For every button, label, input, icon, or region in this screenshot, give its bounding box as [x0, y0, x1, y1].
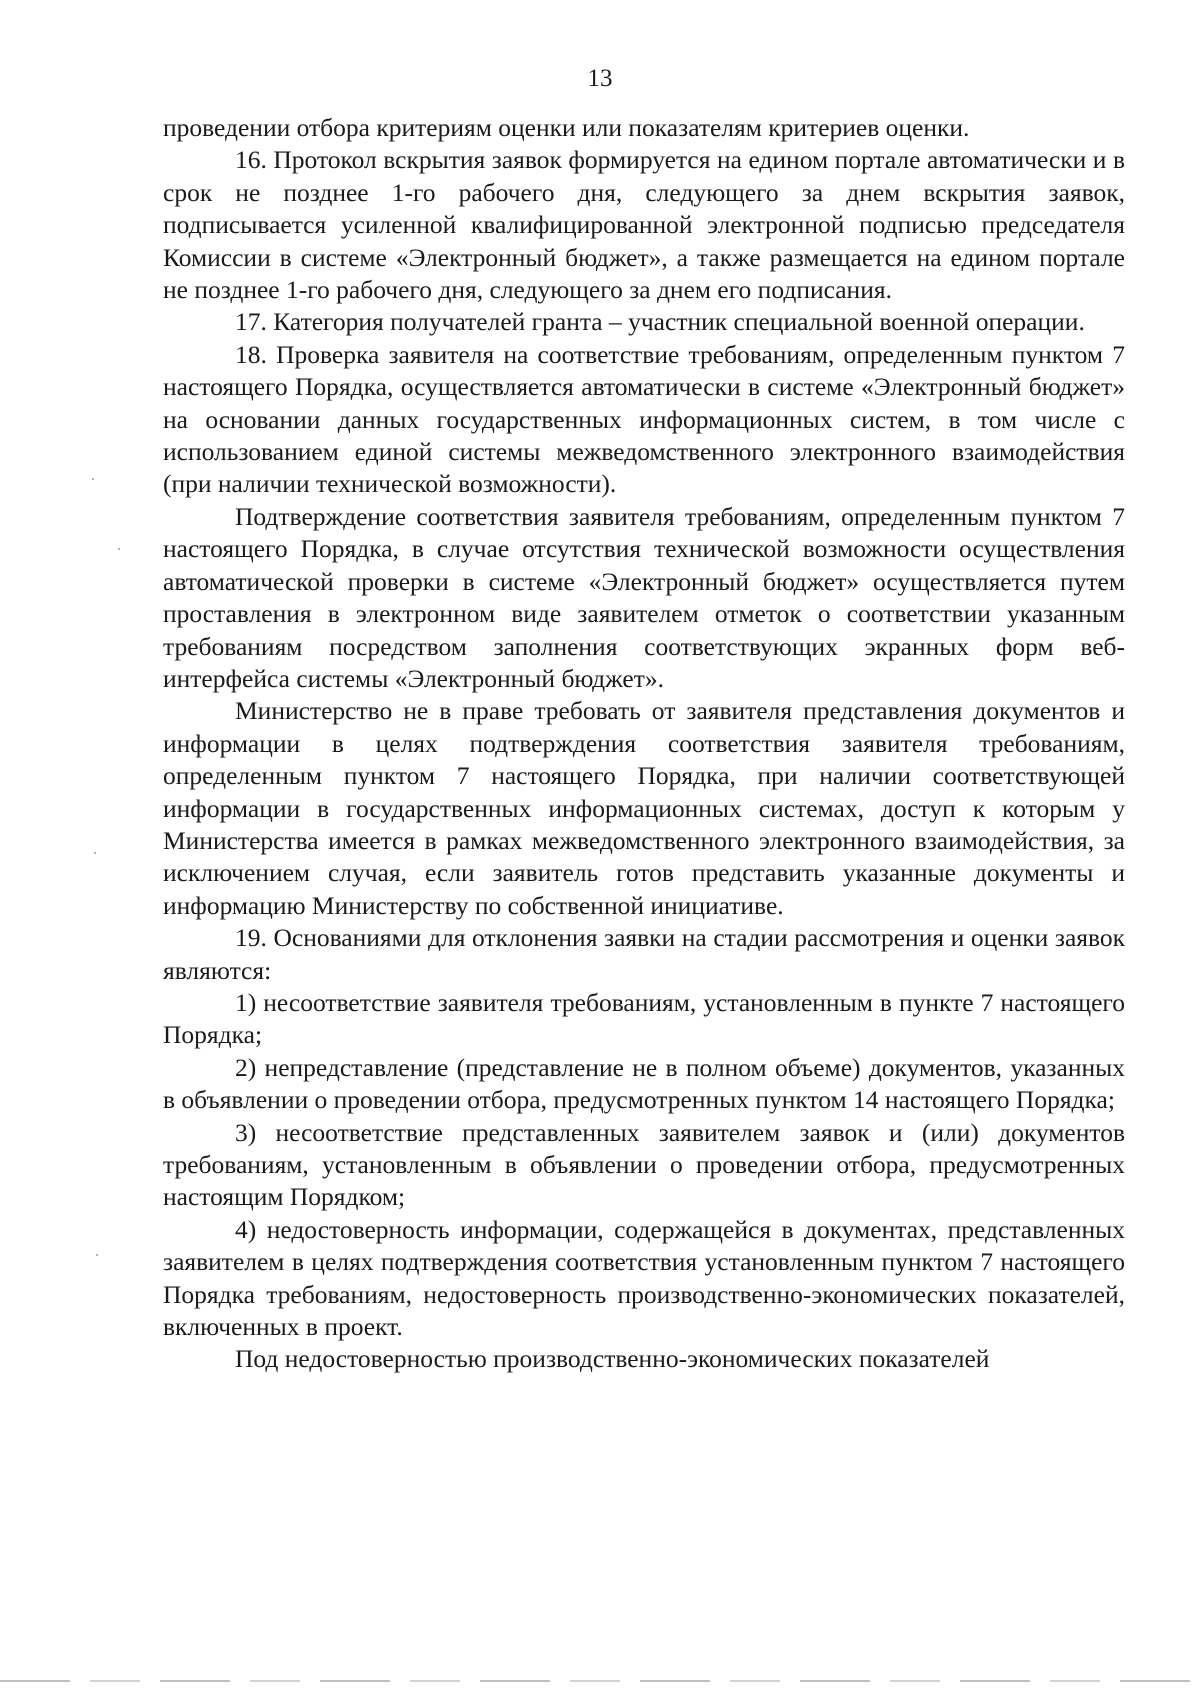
scan-speck [92, 478, 94, 480]
paragraph-item-19: 19. Основаниями для отклонения заявки на стадии рассмотрения и оценки заявок являются: [163, 923, 1125, 985]
list-item-4: 4) недостоверность информации, содержащейся в документах, представленных заявителем в целях подтверждения соответствия установленным пунктом 7 настоящего Порядка требованиям, недостоверность производственно-экономических показателей, включенных в проект. [163, 1214, 1125, 1342]
paragraph-ministry: Министерство не в праве требовать от заявителя представления документов и информации в целях подтверждения соответствия заявителя требованиям, определенным пунктом 7 настоящего Порядка, при наличии соответствующей информации в государственных информационных системах, доступ к которым у Министерства имеется в рамках межведомственного электронного взаимодействия, за исключением случая, если заявитель готов представить указанные документы и информацию Министерству по собственной инициативе. [163, 696, 1125, 920]
paragraph-definition: Под недостоверностью производственно-экономических показателей [235, 1344, 990, 1374]
paragraph-continuation: проведении отбора критериям оценки или показателям критериев оценки. [163, 113, 970, 142]
paragraph-item-18: 18. Проверка заявителя на соответствие требованиям, определенным пунктом 7 настоящего Порядка, осуществляется автоматически в системе «Электронный бюджет» на основании данных государственных информационных систем, в том числе с использованием единой системы межведомственного электронного взаимодействия (при наличии технической возможности). [163, 339, 1125, 499]
paragraph-item-17: 17. Категория получателей гранта – участник специальной военной операции. [235, 307, 1085, 337]
document-body [163, 112, 1125, 1376]
list-item-2: 2) непредставление (представление не в полном объеме) документов, указанных в объявлении о проведении отбора, предусмотренных пунктом 14 настоящего Порядка; [163, 1052, 1125, 1115]
list-item-1: 1) несоответствие заявителя требованиям, установленным в пункте 7 настоящего Порядка; [163, 987, 1125, 1050]
page-number: 13 [587, 65, 613, 92]
scan-speck [94, 852, 96, 854]
scan-bottom-edge [0, 1680, 1200, 1682]
scan-speck [118, 548, 120, 550]
scan-speck [96, 1254, 98, 1256]
paragraph-item-16: 16. Протокол вскрытия заявок формируется на едином портале автоматически и в срок не позднее 1-го рабочего дня, следующего за днем вскрытия заявок, подписывается усиленной квалифицированной электронной подписью председателя Комиссии в системе «Электронный бюджет», а также размещается на едином портале не позднее 1-го рабочего дня, следующего за днем его подписания. [163, 145, 1125, 305]
paragraph-confirmation: Подтверждение соответствия заявителя требованиям, определенным пунктом 7 настоящего Порядка, в случае отсутствия технической возможности осуществления автоматической проверки в системе «Электронный бюджет» осуществляется путем проставления в электронном виде заявителем отметок о соответствии указанным требованиям посредством заполнения соответствующих экранных форм веб-интерфейса системы «Электронный бюджет». [163, 501, 1125, 693]
list-item-3: 3) несоответствие представленных заявителем заявок и (или) документов требованиям, установленным в объявлении о проведении отбора, предусмотренных настоящим Порядком; [163, 1117, 1125, 1212]
